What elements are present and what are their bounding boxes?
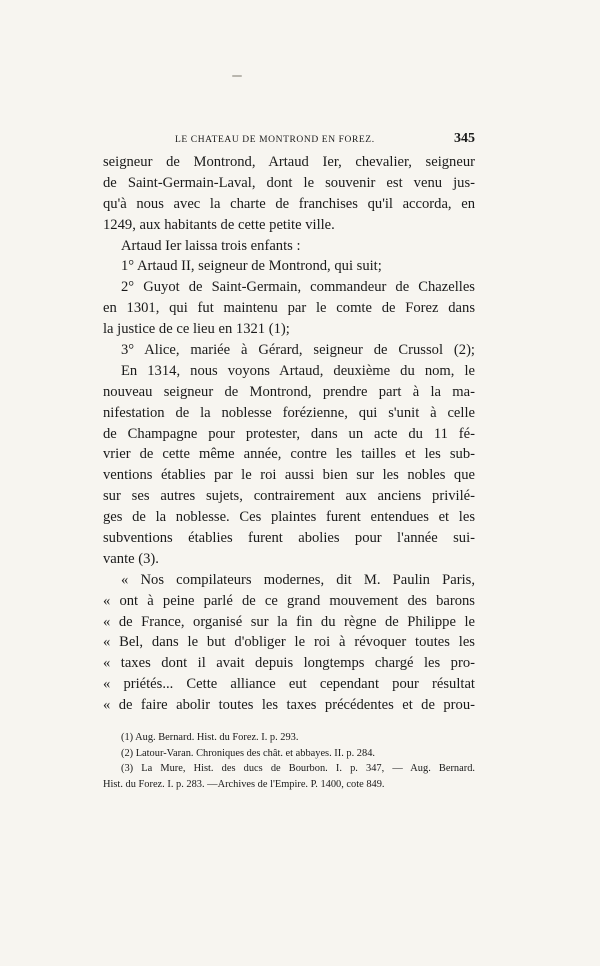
main-text — [103, 152, 475, 716]
text-line: qu'à nous avec la charte de franchises qu'il accorda, en — [103, 195, 475, 212]
running-title: LE CHATEAU DE MONTROND EN FOREZ. — [175, 135, 375, 145]
page-smudge — [232, 75, 242, 77]
running-header — [103, 132, 475, 152]
text-line: ventions établies par le roi aussi bien sur les nobles que — [103, 467, 475, 484]
text-line: 1° Artaud II, seigneur de Montrond, qui suit; — [121, 258, 382, 275]
text-line: sur ses autres sujets, contrairement aux anciens privilé- — [103, 488, 475, 505]
text-line: « Bel, dans le but d'obliger le roi à révoquer toutes les — [103, 634, 475, 651]
text-line: ges de la noblesse. Ces plaintes furent entendues et les — [103, 509, 475, 526]
text-line: en 1301, qui fut maintenu par le comte de Forez dans — [103, 300, 475, 317]
text-line: En 1314, nous voyons Artaud, deuxième du nom, le — [121, 362, 475, 379]
text-line: vrier de cette même année, contre les tailles et les sub- — [103, 446, 475, 463]
text-line: « ont à peine parlé de ce grand mouvement des barons — [103, 592, 475, 609]
text-line: Artaud Ier laissa trois enfants : — [121, 237, 301, 254]
footnote-line: (1) Aug. Bernard. Hist. du Forez. I. p. 293. — [121, 732, 299, 744]
text-line: 2° Guyot de Saint-Germain, commandeur de Chazelles — [121, 279, 475, 296]
text-line: nouveau seigneur de Montrond, prendre part à la ma- — [103, 383, 475, 400]
footnote-line: (2) Latour-Varan. Chroniques des chât. et abbayes. II. p. 284. — [121, 747, 375, 759]
text-line: « taxes dont il avait depuis longtemps chargé les pro- — [103, 655, 475, 672]
text-line: « priétés... Cette alliance eut cependant pour résultat — [103, 676, 475, 693]
text-line: « Nos compilateurs modernes, dit M. Paulin Paris, — [121, 571, 475, 588]
footnote-line: Hist. du Forez. I. p. 283. —Archives de l'Empire. P. 1400, cote 849. — [103, 778, 385, 790]
text-line: subventions établies furent abolies pour l'année sui- — [103, 530, 475, 547]
text-line: la justice de ce lieu en 1321 (1); — [103, 321, 290, 338]
footnote-line: (3) La Mure, Hist. des ducs de Bourbon. I. p. 347, — Aug. Bernard. — [121, 763, 475, 775]
page-number: 345 — [454, 131, 475, 146]
text-line: seigneur de Montrond, Artaud Ier, chevalier, seigneur — [103, 154, 475, 170]
text-line: 3° Alice, mariée à Gérard, seigneur de Crussol (2); — [121, 342, 475, 359]
book-page — [103, 132, 475, 792]
footnotes — [103, 730, 475, 792]
text-line: de Saint-Germain-Laval, dont le souvenir est venu jus- — [103, 174, 475, 191]
text-line: de Champagne pour protester, dans un acte du 11 fé- — [103, 425, 475, 442]
text-line: « de France, organisé sur la fin du règne de Philippe le — [103, 613, 475, 630]
text-line: 1249, aux habitants de cette petite ville. — [103, 216, 335, 233]
text-line: « de faire abolir toutes les taxes précédentes et de prou- — [103, 697, 475, 714]
text-line: vante (3). — [103, 550, 159, 567]
text-line: nifestation de la noblesse forézienne, qui s'unit à celle — [103, 404, 475, 421]
